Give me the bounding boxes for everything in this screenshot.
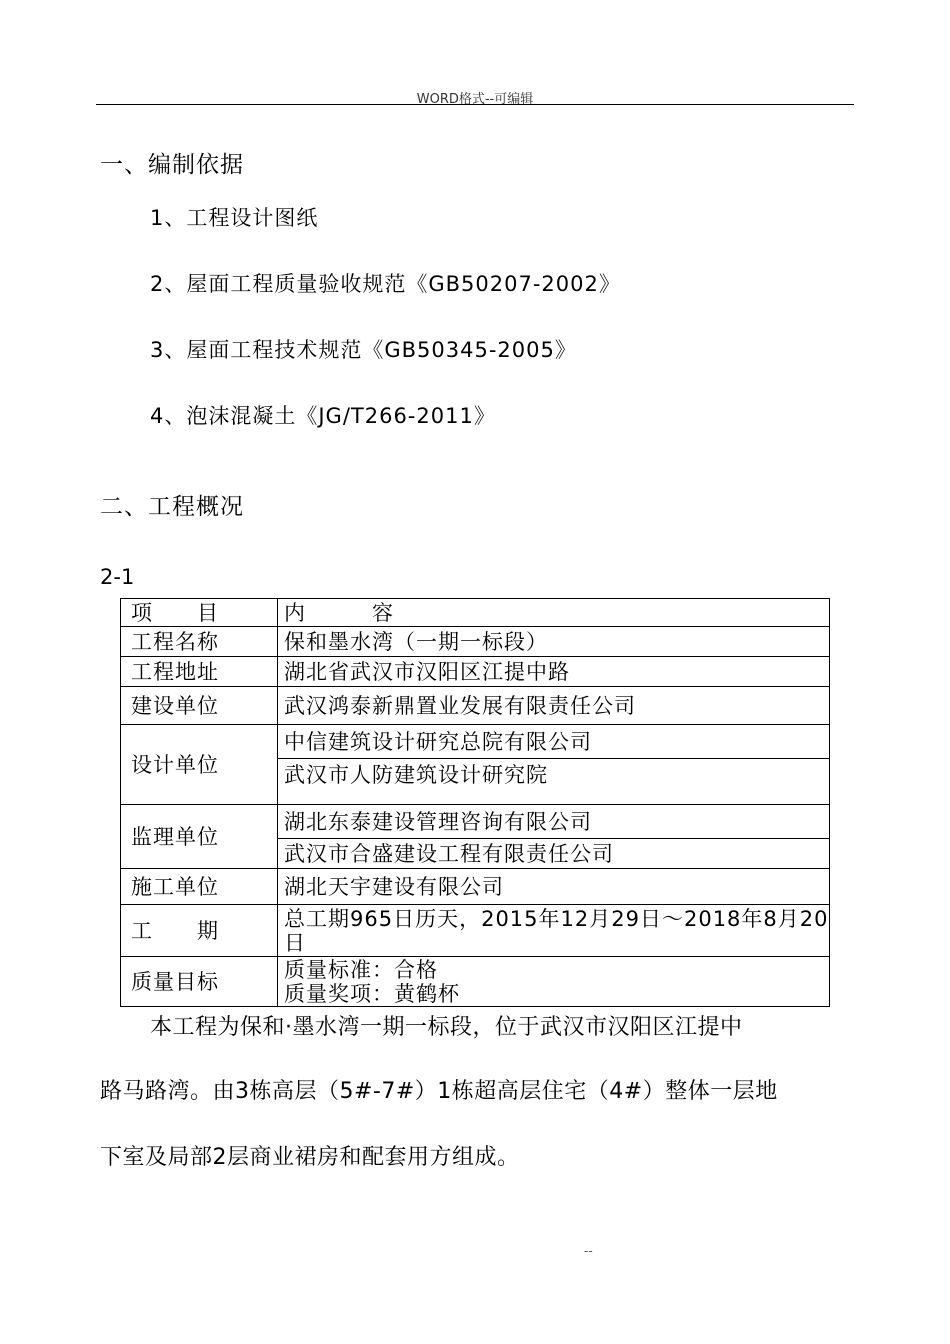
row-value: 湖北东泰建设管理咨询有限公司	[278, 805, 830, 839]
paragraph-line-3: 下室及局部2层商业裙房和配套用方组成。	[100, 1145, 520, 1170]
table-row	[121, 627, 830, 657]
table-row	[121, 687, 830, 725]
basis-item-1: 1、工程设计图纸	[150, 206, 319, 230]
row-value: 湖北天宇建设有限公司	[278, 869, 830, 905]
row-value: 武汉鸿泰新鼎置业发展有限责任公司	[278, 687, 830, 725]
page-header: WORD格式--可编辑	[416, 92, 534, 107]
table-row	[121, 805, 830, 839]
paragraph-line-2: 路马路湾。由3栋高层（5#-7#）1栋超高层住宅（4#）整体一层地	[100, 1079, 778, 1104]
footer-mark: --	[584, 1244, 593, 1258]
row-label: 质量目标	[121, 957, 278, 1007]
row-value: 武汉市人防建筑设计研究院	[278, 759, 830, 805]
paragraph-line-1: 本工程为保和·墨水湾一期一标段，位于武汉市汉阳区江提中	[150, 1015, 743, 1040]
row-label: 施工单位	[121, 869, 278, 905]
header-cell-item: 项 目	[121, 599, 278, 627]
row-value: 质量标准：合格	[284, 957, 438, 982]
row-label: 工 期	[121, 905, 278, 957]
table-label: 2-1	[100, 565, 135, 589]
project-info-table	[120, 598, 830, 1007]
header-cell-content: 内 容	[278, 599, 830, 627]
row-value: 湖北省武汉市汉阳区江提中路	[278, 657, 830, 687]
header-rule	[96, 104, 854, 105]
row-label: 监理单位	[121, 805, 278, 869]
table-row	[121, 725, 830, 759]
row-label: 建设单位	[121, 687, 278, 725]
row-label: 工程地址	[121, 657, 278, 687]
row-value: 总工期965日历天，2015年12月29日～2018年8月20日	[278, 905, 830, 957]
table-row	[121, 957, 830, 1007]
row-value-group	[278, 957, 830, 1007]
basis-item-2: 2、屋面工程质量验收规范《GB50207-2002》	[150, 272, 621, 296]
row-label: 工程名称	[121, 627, 278, 657]
table-row	[121, 657, 830, 687]
row-value: 质量奖项：黄鹤杯	[284, 981, 460, 1006]
row-value: 保和墨水湾（一期一标段）	[278, 627, 830, 657]
row-label: 设计单位	[121, 725, 278, 805]
table-row	[121, 869, 830, 905]
basis-item-4: 4、泡沫混凝土《JG/T266-2011》	[150, 404, 496, 428]
row-value: 武汉市合盛建设工程有限责任公司	[278, 839, 830, 869]
row-value: 中信建筑设计研究总院有限公司	[278, 725, 830, 759]
section-title-overview: 二、工程概况	[100, 494, 244, 520]
table-header-row	[121, 599, 830, 627]
table-row	[121, 905, 830, 957]
basis-item-3: 3、屋面工程技术规范《GB50345-2005》	[150, 338, 577, 362]
section-title-basis: 一、编制依据	[100, 152, 244, 178]
